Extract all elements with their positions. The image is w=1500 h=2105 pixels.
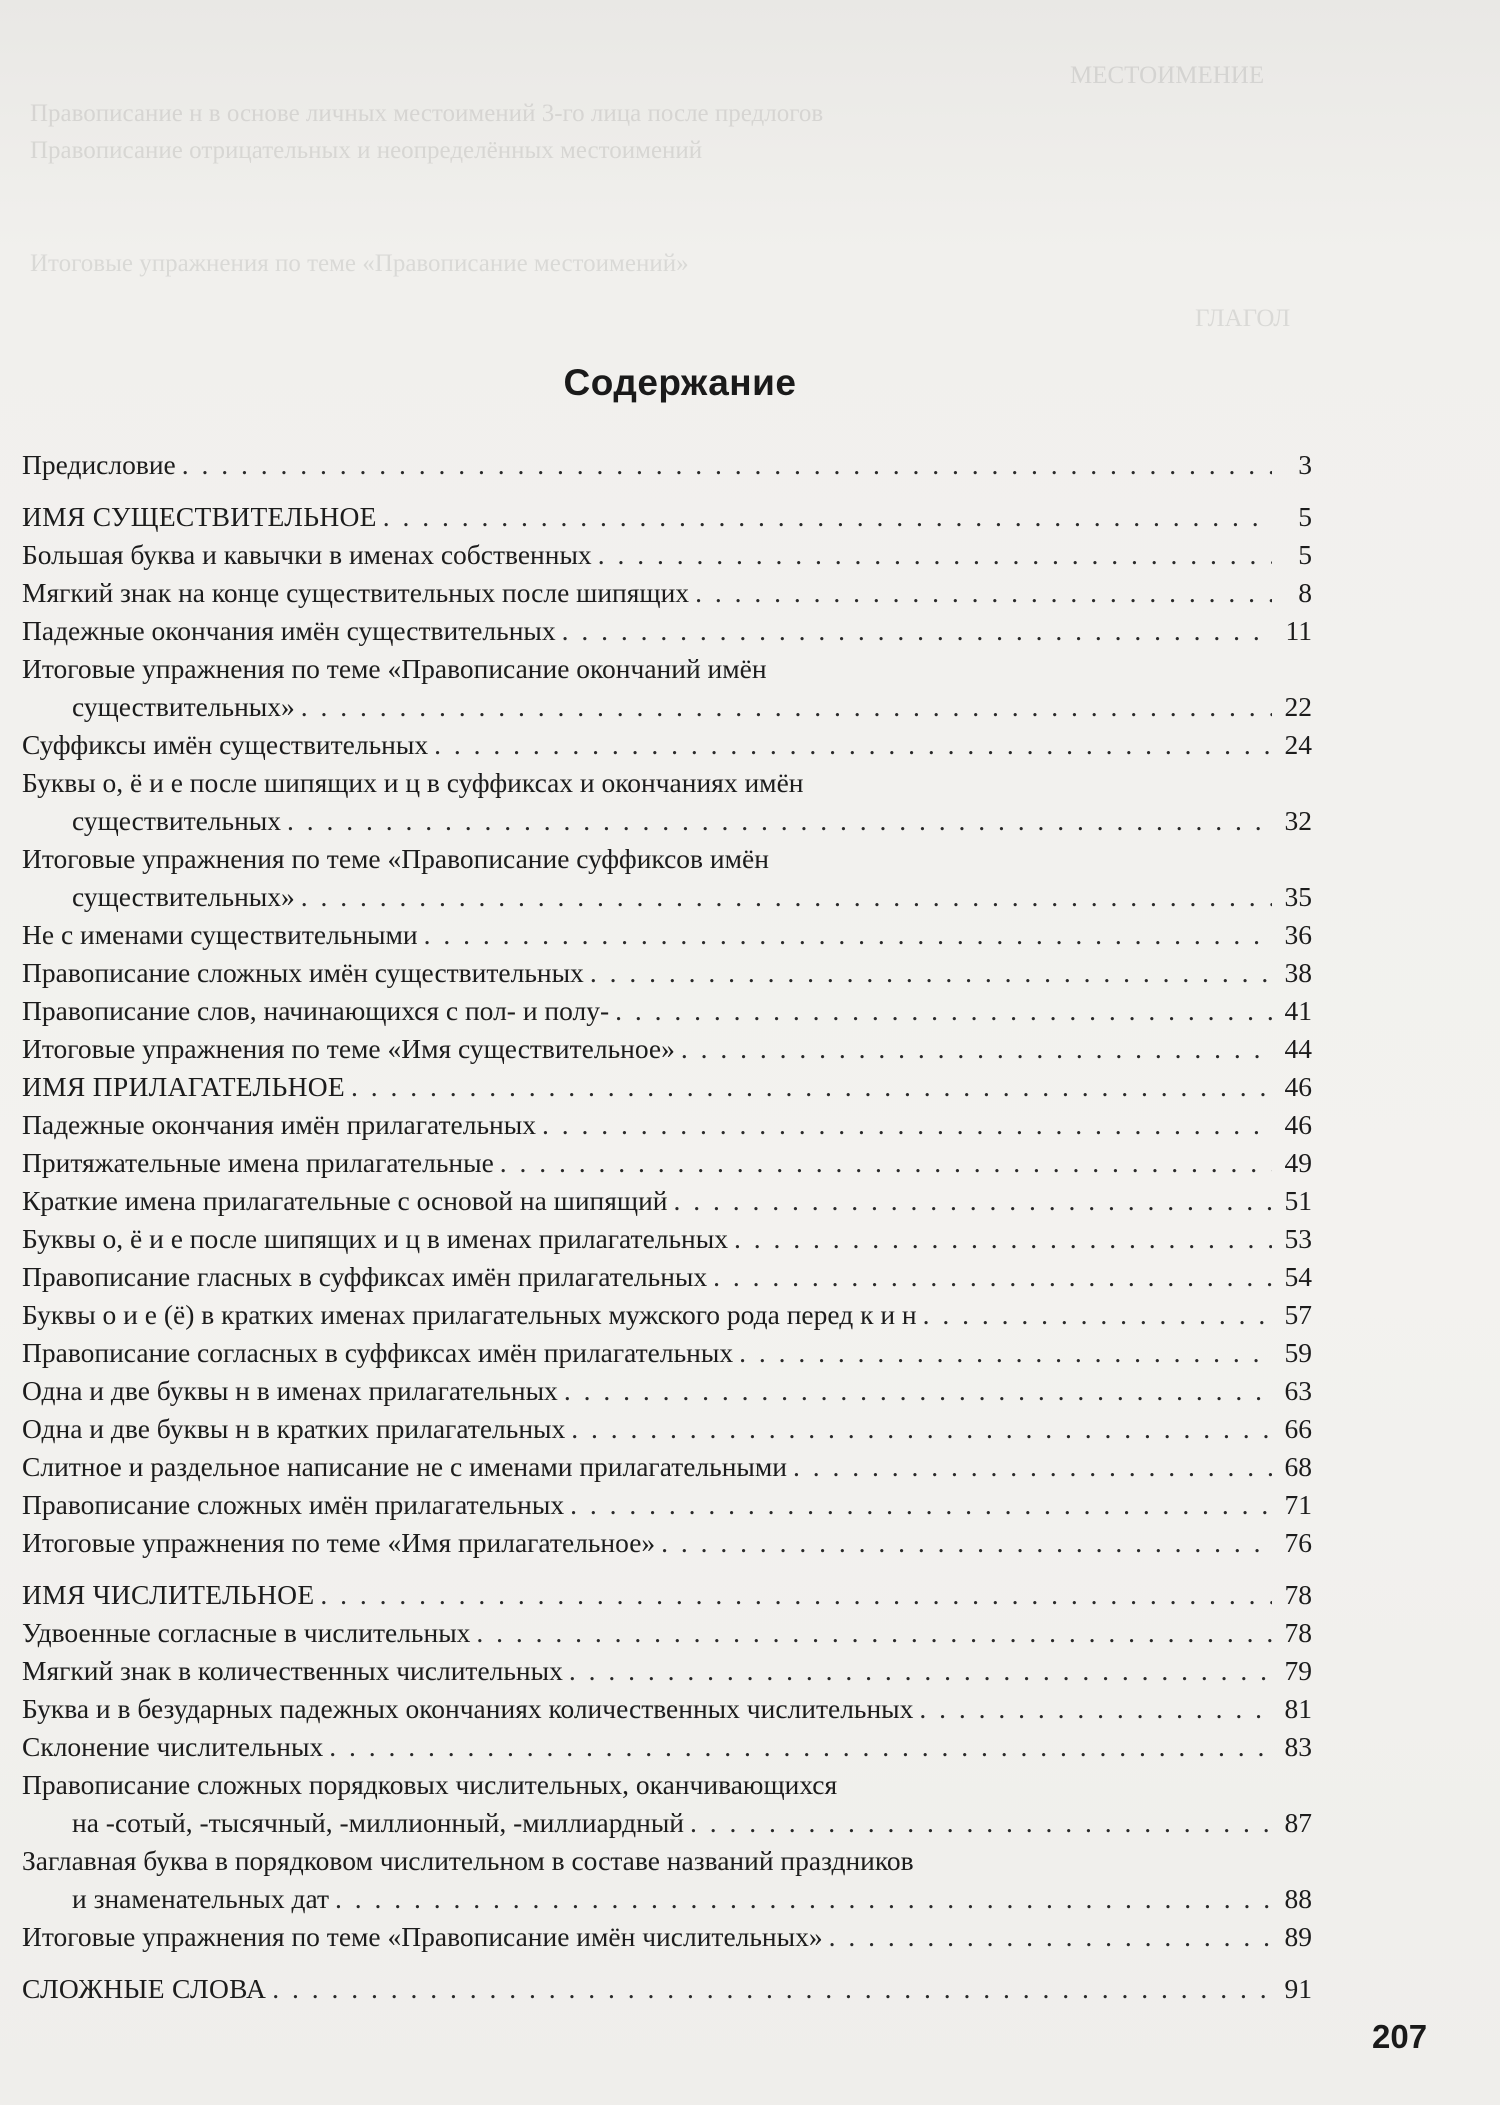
toc-entry-text: Правописание слов, начинающихся с пол- и полу- xyxy=(22,995,610,1026)
toc-entry-text: Правописание гласных в суффиксах имён прилагательных xyxy=(22,1261,708,1292)
toc-section[interactable] xyxy=(22,1576,1312,1614)
toc-entry[interactable] xyxy=(22,536,1312,574)
toc-page-number: 32 xyxy=(1284,805,1312,836)
dot-leader xyxy=(424,916,1272,954)
toc-entry-text: Заглавная буква в порядковом числительном в составе названий праздников xyxy=(22,1845,914,1876)
toc-entry[interactable] xyxy=(22,1334,1312,1372)
toc-section[interactable] xyxy=(22,1068,1312,1106)
show-through-text: МЕСТОИМЕНИЕ xyxy=(1070,62,1265,89)
toc-entry-text: Слитное и раздельное написание не с именами прилагательными xyxy=(22,1451,788,1482)
toc-section[interactable] xyxy=(22,498,1312,536)
dot-leader xyxy=(571,1410,1272,1448)
toc-page-number: 41 xyxy=(1284,995,1312,1026)
toc-entry-text: ИМЯ СУЩЕСТВИТЕЛЬНОЕ xyxy=(22,501,377,532)
dot-leader xyxy=(335,1880,1272,1918)
toc-page-number: 89 xyxy=(1284,1921,1312,1952)
toc-entry-text: Предисловие xyxy=(22,449,176,480)
toc-page-number: 35 xyxy=(1284,881,1312,912)
dot-leader xyxy=(598,536,1272,574)
toc-entry-text: и знаменательных дат xyxy=(72,1883,330,1914)
toc-entry-text: Буквы о, ё и е после шипящих и ц в именах прилагательных xyxy=(22,1223,728,1254)
dot-leader xyxy=(351,1068,1272,1106)
toc-entry-text: Суффиксы имён существительных xyxy=(22,729,429,760)
toc-entry-text: Одна и две буквы н в именах прилагательных xyxy=(22,1375,558,1406)
toc-entry[interactable] xyxy=(22,1144,1312,1182)
toc-page-number: 5 xyxy=(1298,501,1312,532)
toc-entry[interactable] xyxy=(22,1728,1312,1766)
toc-entry[interactable] xyxy=(22,954,1312,992)
toc-page-number: 81 xyxy=(1284,1693,1312,1724)
toc-page-number: 53 xyxy=(1284,1223,1312,1254)
toc-entry[interactable] xyxy=(22,1410,1312,1448)
dot-leader xyxy=(661,1524,1272,1562)
toc-entry[interactable] xyxy=(22,726,1312,764)
dot-leader xyxy=(329,1728,1272,1766)
toc-entry-text: существительных xyxy=(72,805,282,836)
toc-entry[interactable] xyxy=(22,1258,1312,1296)
show-through-text: Правописание н в основе личных местоимений 3-го лица после предлогов xyxy=(30,100,824,127)
dot-leader xyxy=(287,802,1272,840)
toc-page-number: 76 xyxy=(1284,1527,1312,1558)
toc-page-number: 8 xyxy=(1298,577,1312,608)
toc-entry[interactable] xyxy=(22,1524,1312,1562)
dot-leader xyxy=(674,1182,1272,1220)
toc-entry[interactable] xyxy=(22,1918,1312,1956)
toc-page-number: 59 xyxy=(1284,1337,1312,1368)
dot-leader xyxy=(562,612,1272,650)
toc-entry[interactable] xyxy=(22,1220,1312,1258)
dot-leader xyxy=(919,1690,1272,1728)
toc-entry[interactable] xyxy=(22,916,1312,954)
toc-entry[interactable] xyxy=(22,1652,1312,1690)
page-title: Содержание xyxy=(563,362,797,403)
toc-entry-text: Склонение числительных xyxy=(22,1731,324,1762)
toc-page-number: 3 xyxy=(1298,449,1312,480)
toc-entry-text: Правописание сложных имён существительных xyxy=(22,957,584,988)
toc-page-number: 11 xyxy=(1285,615,1312,646)
dot-leader xyxy=(564,1372,1272,1410)
toc-section[interactable] xyxy=(22,1970,1312,2008)
toc-entry-text: ИМЯ ЧИСЛИТЕЛЬНОЕ xyxy=(22,1579,315,1610)
toc-entry-text: Удвоенные согласные в числительных xyxy=(22,1617,471,1648)
toc-page-number: 5 xyxy=(1298,539,1312,570)
toc-entry[interactable] xyxy=(22,1614,1312,1652)
toc-page-number: 54 xyxy=(1284,1261,1312,1292)
toc-page-number: 63 xyxy=(1284,1375,1312,1406)
dot-leader xyxy=(923,1296,1272,1334)
dot-leader xyxy=(681,1030,1272,1068)
toc-entry-text: Не с именами существительными xyxy=(22,919,418,950)
dot-leader xyxy=(476,1614,1272,1652)
toc-entry-text: Итоговые упражнения по теме «Правописание суффиксов имён xyxy=(22,843,769,874)
toc-entry[interactable] xyxy=(22,764,1312,840)
toc-page-number: 88 xyxy=(1284,1883,1312,1914)
toc-entry-text: Буквы о, ё и е после шипящих и ц в суффиксах и окончаниях имён xyxy=(22,767,804,798)
toc-page-number: 78 xyxy=(1284,1579,1312,1610)
toc-entry[interactable] xyxy=(22,1842,1312,1918)
toc-entry-text: Притяжательные имена прилагательные xyxy=(22,1147,494,1178)
toc-entry-text: Итоговые упражнения по теме «Имя существительное» xyxy=(22,1033,675,1064)
toc-page-number: 68 xyxy=(1284,1451,1312,1482)
toc-entry[interactable] xyxy=(22,612,1312,650)
toc-entry[interactable] xyxy=(22,446,1312,484)
dot-leader xyxy=(383,498,1272,536)
show-through-text: Итоговые упражнения по теме «Правописание местоимений» xyxy=(30,250,689,277)
toc-entry-text: Мягкий знак на конце существительных после шипящих xyxy=(22,577,690,608)
dot-leader xyxy=(500,1144,1272,1182)
toc-entry-text: Мягкий знак в количественных числительных xyxy=(22,1655,563,1686)
toc-page-number: 22 xyxy=(1284,691,1312,722)
dot-leader xyxy=(615,992,1272,1030)
show-through-text: ГЛАГОЛ xyxy=(1195,305,1291,332)
toc-page-number: 38 xyxy=(1284,957,1312,988)
toc-entry-text: Краткие имена прилагательные с основой на шипящий xyxy=(22,1185,668,1216)
toc-page-number: 46 xyxy=(1284,1109,1312,1140)
toc-page-number: 87 xyxy=(1284,1807,1312,1838)
toc-entry-text: на -сотый, -тысячный, -миллионный, -миллиардный xyxy=(72,1807,685,1838)
toc-page-number: 79 xyxy=(1284,1655,1312,1686)
toc-entry[interactable] xyxy=(22,1766,1312,1842)
toc-entry[interactable] xyxy=(22,1106,1312,1144)
toc-entry-text: Итоговые упражнения по теме «Правописание окончаний имён xyxy=(22,653,767,684)
dot-leader xyxy=(829,1918,1272,1956)
toc-page-number: 51 xyxy=(1284,1185,1312,1216)
show-through-text: Правописание отрицательных и неопределённых местоимений xyxy=(30,137,703,164)
dot-leader xyxy=(301,878,1272,916)
toc-entry-text: ИМЯ ПРИЛАГАТЕЛЬНОЕ xyxy=(22,1071,345,1102)
toc-entry[interactable] xyxy=(22,574,1312,612)
toc-page-number: 57 xyxy=(1284,1299,1312,1330)
toc-entry-text: Итоговые упражнения по теме «Правописание имён числительных» xyxy=(22,1921,823,1952)
dot-leader xyxy=(434,726,1272,764)
toc-entry[interactable] xyxy=(22,1372,1312,1410)
dot-leader xyxy=(695,574,1272,612)
dot-leader xyxy=(569,1652,1272,1690)
dot-leader xyxy=(793,1448,1272,1486)
dot-leader xyxy=(320,1576,1272,1614)
toc-entry-text: Падежные окончания имён существительных xyxy=(22,615,556,646)
toc-entry-text: СЛОЖНЫЕ СЛОВА xyxy=(22,1973,267,2004)
toc-page-number: 71 xyxy=(1284,1489,1312,1520)
toc-entry-text: Правописание сложных порядковых числительных, оканчивающихся xyxy=(22,1769,838,1800)
toc-entry-text: Итоговые упражнения по теме «Имя прилагательное» xyxy=(22,1527,656,1558)
dot-leader xyxy=(570,1486,1272,1524)
toc-entry[interactable] xyxy=(22,1690,1312,1728)
page-folio: 207 xyxy=(1372,2018,1428,2055)
toc-entry-text: существительных» xyxy=(72,691,295,722)
toc-entry-text: Падежные окончания имён прилагательных xyxy=(22,1109,536,1140)
dot-leader xyxy=(301,688,1272,726)
dot-leader xyxy=(182,446,1272,484)
toc-page-number: 66 xyxy=(1284,1413,1312,1444)
dot-leader xyxy=(734,1220,1272,1258)
toc-page-number: 78 xyxy=(1284,1617,1312,1648)
toc-entry-text: Правописание согласных в суффиксах имён прилагательных xyxy=(22,1337,734,1368)
toc-entry[interactable] xyxy=(22,1030,1312,1068)
toc-page-number: 46 xyxy=(1284,1071,1312,1102)
toc-entry-text: существительных» xyxy=(72,881,295,912)
toc-entry[interactable] xyxy=(22,1486,1312,1524)
toc-page-number: 83 xyxy=(1284,1731,1312,1762)
toc-entry[interactable] xyxy=(22,840,1312,916)
table-of-contents xyxy=(22,446,1312,2008)
dot-leader xyxy=(739,1334,1272,1372)
dot-leader xyxy=(713,1258,1272,1296)
toc-entry-text: Одна и две буквы н в кратких прилагательных xyxy=(22,1413,566,1444)
toc-entry[interactable] xyxy=(22,1448,1312,1486)
dot-leader xyxy=(690,1804,1272,1842)
toc-page-number: 36 xyxy=(1284,919,1312,950)
toc-entry[interactable] xyxy=(22,992,1312,1030)
toc-entry-text: Правописание сложных имён прилагательных xyxy=(22,1489,565,1520)
toc-entry[interactable] xyxy=(22,650,1312,726)
toc-page-number: 49 xyxy=(1284,1147,1312,1178)
toc-entry[interactable] xyxy=(22,1296,1312,1334)
toc-page-number: 24 xyxy=(1284,729,1312,760)
dot-leader xyxy=(542,1106,1272,1144)
toc-entry-text: Буквы о и е (ё) в кратких именах прилагательных мужского рода перед к и н xyxy=(22,1299,917,1330)
toc-entry-text: Большая буква и кавычки в именах собственных xyxy=(22,539,592,570)
toc-entry-text: Буква и в безударных падежных окончаниях количественных числительных xyxy=(22,1693,914,1724)
dot-leader xyxy=(590,954,1272,992)
toc-entry[interactable] xyxy=(22,1182,1312,1220)
toc-page-number: 44 xyxy=(1284,1033,1312,1064)
toc-page-number: 91 xyxy=(1284,1973,1312,2004)
dot-leader xyxy=(272,1970,1272,2008)
